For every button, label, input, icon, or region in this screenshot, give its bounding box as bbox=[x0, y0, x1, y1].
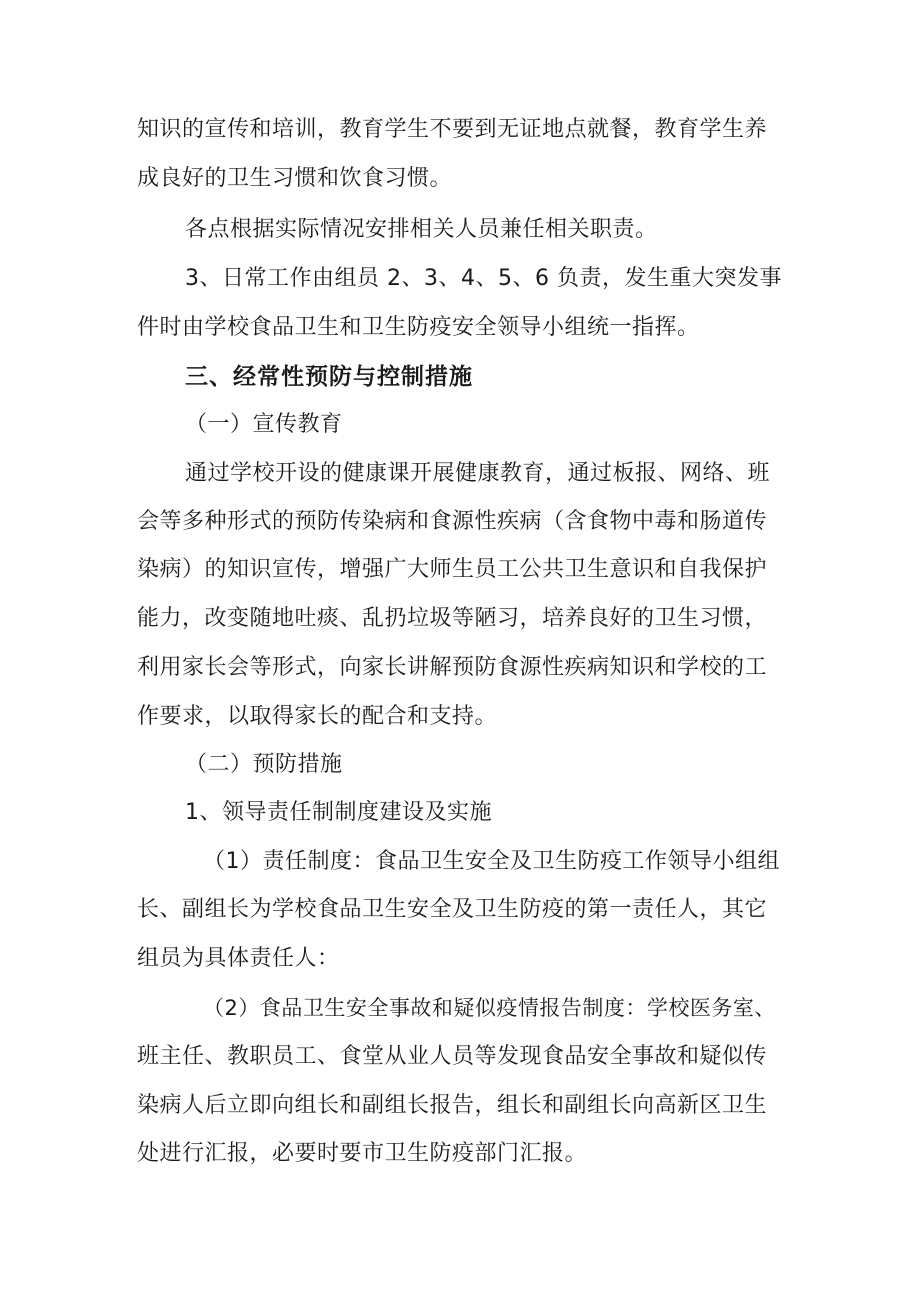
text-line: 3、日常工作由组员 2、3、4、5、6 负责，发生重大突发事 bbox=[185, 266, 782, 291]
text-line: 各点根据实际情况安排相关人员兼任相关职责。 bbox=[185, 217, 658, 242]
subheading: （二）预防措施 bbox=[185, 752, 343, 777]
subheading: （一）宣传教育 bbox=[185, 412, 343, 437]
text-line: 班主任、教职员工、食堂从业人员等发现食品安全事故和疑似传 bbox=[137, 1044, 768, 1069]
text-line: 组员为具体责任人： bbox=[137, 946, 340, 971]
text-line: 知识的宣传和培训，教育学生不要到无证地点就餐，教育学生养 bbox=[137, 117, 768, 142]
text-line: 能力，改变随地吐痰、乱扔垃圾等陋习，培养良好的卫生习惯， bbox=[137, 606, 768, 631]
section-heading: 三、经常性预防与控制措施 bbox=[185, 364, 473, 390]
text-line: 通过学校开设的健康课开展健康教育，通过板报、网络、班 bbox=[185, 461, 771, 486]
text-line: 染病人后立即向组长和副组长报告，组长和副组长向高新区卫生 bbox=[137, 1093, 768, 1118]
text-line: 利用家长会等形式，向家长讲解预防食源性疾病知识和学校的工 bbox=[137, 655, 768, 680]
text-line: 处进行汇报，必要时要市卫生防疫部门汇报。 bbox=[137, 1141, 588, 1166]
text-line: 会等多种形式的预防传染病和食源性疾病（含食物中毒和肠道传 bbox=[137, 509, 768, 534]
text-line: （1）责任制度：食品卫生安全及卫生防疫工作领导小组组 bbox=[203, 849, 780, 874]
list-item: 1、领导责任制制度建设及实施 bbox=[185, 800, 492, 825]
text-line: （2）食品卫生安全事故和疑似疫情报告制度：学校医务室、 bbox=[203, 996, 776, 1020]
text-line: 成良好的卫生习惯和饮食习惯。 bbox=[137, 166, 453, 191]
text-line: 染病）的知识宣传，增强广大师生员工公共卫生意识和自我保护 bbox=[137, 557, 768, 582]
text-line: 件时由学校食品卫生和卫生防疫安全领导小组统一指挥。 bbox=[137, 315, 700, 340]
text-line: 长、副组长为学校食品卫生安全及卫生防疫的第一责任人，其它 bbox=[137, 897, 768, 922]
text-line: 作要求，以取得家长的配合和支持。 bbox=[137, 704, 498, 729]
